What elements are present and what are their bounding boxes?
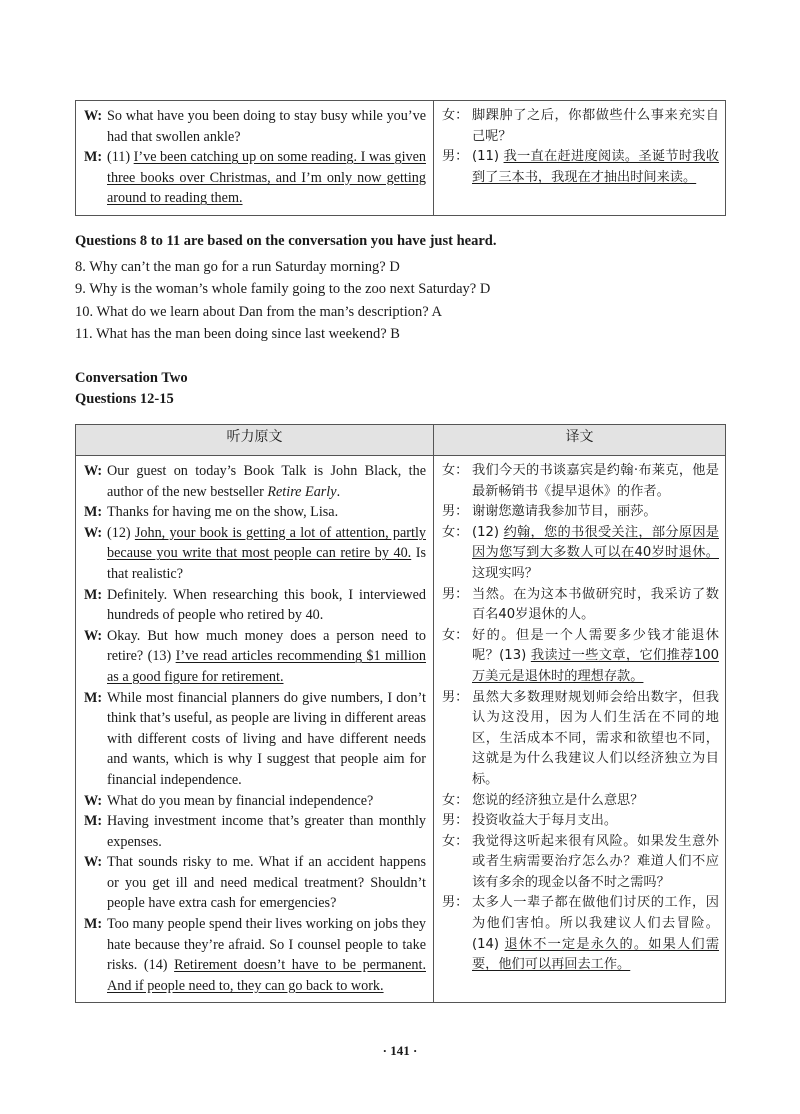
text-segment: While most financial planners do give numbers, I don’t think that’s useful, as people are living in different areas with different costs of living and have different needs and wants, which is why I suggest that people aim for financial independence. — [107, 689, 426, 788]
translation-text — [472, 811, 719, 832]
speaker-label: 男： — [442, 149, 469, 165]
speaker-label: W: — [84, 792, 103, 809]
text-segment: (12) — [472, 524, 504, 540]
questions-heading: Questions 8 to 11 are based on the conversation you have just heard. — [75, 233, 497, 249]
answer-highlight: Retirement doesn’t have to be permanent. And if people need to, they can go back to work. — [107, 957, 426, 994]
dialogue-turn — [84, 791, 426, 812]
text-segment: 虽然大多数理财规划师会给出数字，但我认为这没用，因为人们生活在不同的地区，生活成本不同，需求和欲望也不同，这就是为什么我建议人们以经济独立为目标。 — [472, 689, 719, 787]
speaker-label: 男： — [442, 504, 469, 520]
dialogue-turn — [84, 852, 426, 914]
header-translation: 译文 — [434, 425, 726, 456]
dialogue-text — [107, 106, 426, 147]
translation-turn — [442, 523, 719, 585]
speaker-label: 男： — [442, 689, 469, 705]
question-item: 10. What do we learn about Dan from the man’s description? A — [75, 303, 442, 320]
translation-turn — [442, 893, 719, 975]
table-header-row — [76, 425, 726, 456]
speaker-label: W: — [84, 854, 103, 871]
speaker-label: W: — [84, 524, 103, 541]
speaker-label: 男： — [442, 586, 469, 602]
text-segment: (11) — [472, 149, 504, 165]
dialogue-text — [107, 523, 426, 585]
translation-text — [472, 791, 719, 812]
english-transcript-cell — [76, 456, 434, 1003]
question-list — [75, 256, 490, 346]
dialogue-turn — [84, 914, 426, 996]
answer-highlight: 退休不一定是永久的。如果人们需要，他们可以再回去工作。 — [472, 936, 720, 973]
text-segment: Okay. But how much money does a person need to retire? (13) — [107, 627, 426, 665]
question-item: 11. What has the man been doing since last weekend? B — [75, 326, 400, 343]
speaker-label: 女： — [442, 627, 469, 643]
english-transcript-cell — [76, 101, 434, 216]
speaker-label: W: — [84, 108, 103, 124]
text-segment: 好的。但是一个人需要多少钱才能退休呢？(13) — [472, 627, 719, 664]
answer-highlight: 我一直在赶进度阅读。圣诞节时我收到了三本书，我现在才抽出时间来读。 — [472, 149, 719, 185]
translation-turn — [442, 502, 719, 523]
translation-turn — [442, 585, 719, 626]
table-row — [76, 101, 726, 216]
translation-text — [472, 893, 719, 975]
speaker-label: 女： — [442, 524, 469, 540]
speaker-label: 女： — [442, 108, 469, 123]
dialogue-turn — [84, 811, 426, 852]
speaker-label: 男： — [442, 895, 469, 911]
text-segment: 太多人一辈子都在做他们讨厌的工作，因为他们害怕。所以我建议人们去冒险。(14) — [472, 895, 719, 952]
question-item: 8. Why can’t the man go for a run Saturday morning? D — [75, 259, 400, 275]
speaker-label: M: — [84, 586, 103, 603]
translation-turn — [442, 832, 719, 894]
chinese-translation-cell — [434, 456, 726, 1003]
translation-text — [472, 147, 719, 188]
text-segment: Having investment income that’s greater than monthly expenses. — [107, 813, 426, 850]
text-segment: 我觉得这听起来很有风险。如果发生意外或者生病需要治疗怎么办？难道人们不应该有多余的现金以备不时之需吗？ — [472, 833, 719, 890]
text-segment: 脚踝肿了之后，你都做些什么事来充实自己呢？ — [472, 108, 719, 144]
dialogue-text — [107, 791, 426, 812]
dialogue-text — [107, 811, 426, 852]
transcript-table-top — [75, 100, 726, 216]
dialogue-turn — [84, 147, 426, 209]
dialogue-turn — [84, 688, 426, 791]
translation-text — [472, 832, 719, 894]
speaker-label: M: — [84, 689, 103, 706]
speaker-label: 女： — [442, 833, 469, 849]
dialogue-text — [107, 585, 426, 626]
answer-highlight: I’ve been catching up on some reading. I was given three books over Christmas, and I’m only now getting around to reading them. — [107, 149, 426, 207]
speaker-label: M: — [84, 813, 103, 830]
speaker-label: 男： — [442, 813, 469, 829]
translation-turn — [442, 461, 719, 502]
conversation-title: Conversation Two — [75, 370, 188, 386]
dialogue-text — [107, 626, 426, 688]
table-row — [76, 456, 726, 1003]
text-segment: So what have you been doing to stay busy while you’ve had that swollen ankle? — [107, 108, 426, 145]
translation-turn — [442, 147, 719, 188]
translation-turn — [442, 688, 719, 791]
speaker-label: M: — [84, 504, 103, 521]
dialogue-text — [107, 852, 426, 914]
translation-text — [472, 523, 719, 585]
text-segment: 您说的经济独立是什么意思？ — [472, 792, 644, 808]
dialogue-turn — [84, 106, 426, 147]
text-segment: (12) — [107, 524, 135, 541]
answer-highlight: 约翰，您的书很受关注，部分原因是因为您写到大多数人可以在40岁时退休。 — [472, 524, 719, 561]
transcript-table-main — [75, 424, 726, 1003]
questions-range: Questions 12-15 — [75, 391, 174, 407]
translation-text — [472, 502, 719, 523]
text-segment: What do you mean by financial independence? — [107, 792, 374, 809]
dialogue-text — [107, 688, 426, 791]
dialogue-text — [107, 147, 426, 209]
translation-turn — [442, 106, 719, 147]
translation-text — [472, 688, 719, 791]
translation-text — [472, 106, 719, 147]
text-segment: 我们今天的书谈嘉宾是约翰·布莱克，他是最新畅销书《提早退休》的作者。 — [472, 463, 719, 499]
header-transcript: 听力原文 — [76, 425, 434, 456]
text-segment: 当然。在为这本书做研究时，我采访了数百名40岁退休的人。 — [472, 586, 719, 623]
translation-text — [472, 461, 719, 502]
dialogue-text — [107, 502, 426, 523]
translation-turn — [442, 626, 719, 688]
text-segment: (11) — [107, 149, 134, 166]
dialogue-turn — [84, 585, 426, 626]
dialogue-text — [107, 914, 426, 996]
question-item: 9. Why is the woman’s whole family going to the zoo next Saturday? D — [75, 281, 491, 298]
speaker-label: 女： — [442, 792, 469, 808]
dialogue-turn — [84, 626, 426, 688]
text-segment: Is that realistic? — [107, 545, 426, 582]
speaker-label: M: — [84, 916, 103, 933]
text-segment: 谢谢您邀请我参加节目，丽莎。 — [472, 504, 657, 520]
text-segment: Definitely. When researching this book, I interviewed hundreds of people who retired by 40. — [107, 586, 426, 624]
translation-turn — [442, 811, 719, 832]
book-title: Retire Early — [267, 483, 337, 500]
dialogue-text — [107, 461, 426, 502]
answer-highlight: John, your book is getting a lot of attention, partly because you write that most people can retire by 40. — [107, 524, 426, 562]
speaker-label: W: — [84, 627, 103, 644]
chinese-translation-cell — [434, 101, 726, 216]
answer-highlight: I’ve read articles recommending $1 million as a good figure for retirement. — [107, 648, 426, 685]
translation-text — [472, 626, 719, 688]
dialogue-turn — [84, 523, 426, 585]
text-segment: . — [336, 483, 341, 500]
speaker-label: M: — [84, 149, 103, 166]
text-segment: Too many people spend their lives working on jobs they hate because they’re afraid. So I counsel people to take risks. (14) — [107, 916, 426, 974]
text-segment: Thanks for having me on the show, Lisa. — [107, 504, 339, 521]
speaker-label: W: — [84, 463, 103, 479]
page-number: · 141 · — [382, 1043, 418, 1058]
text-segment: Our guest on today’s Book Talk is John Black, the author of the new bestseller — [107, 463, 426, 500]
text-segment: That sounds risky to me. What if an accident happens or you get ill and need medical treatment? Shouldn’t people have extra cash for emergencies? — [107, 854, 426, 912]
dialogue-turn — [84, 461, 426, 502]
speaker-label: 女： — [442, 463, 469, 478]
text-segment: 这现实吗？ — [472, 565, 538, 581]
translation-text — [472, 585, 719, 626]
dialogue-turn — [84, 502, 426, 523]
text-segment: 投资收益大于每月支出。 — [472, 813, 618, 829]
answer-highlight: 我读过一些文章，它们推荐100万美元是退休时的理想存款。 — [472, 648, 719, 684]
translation-turn — [442, 791, 719, 812]
